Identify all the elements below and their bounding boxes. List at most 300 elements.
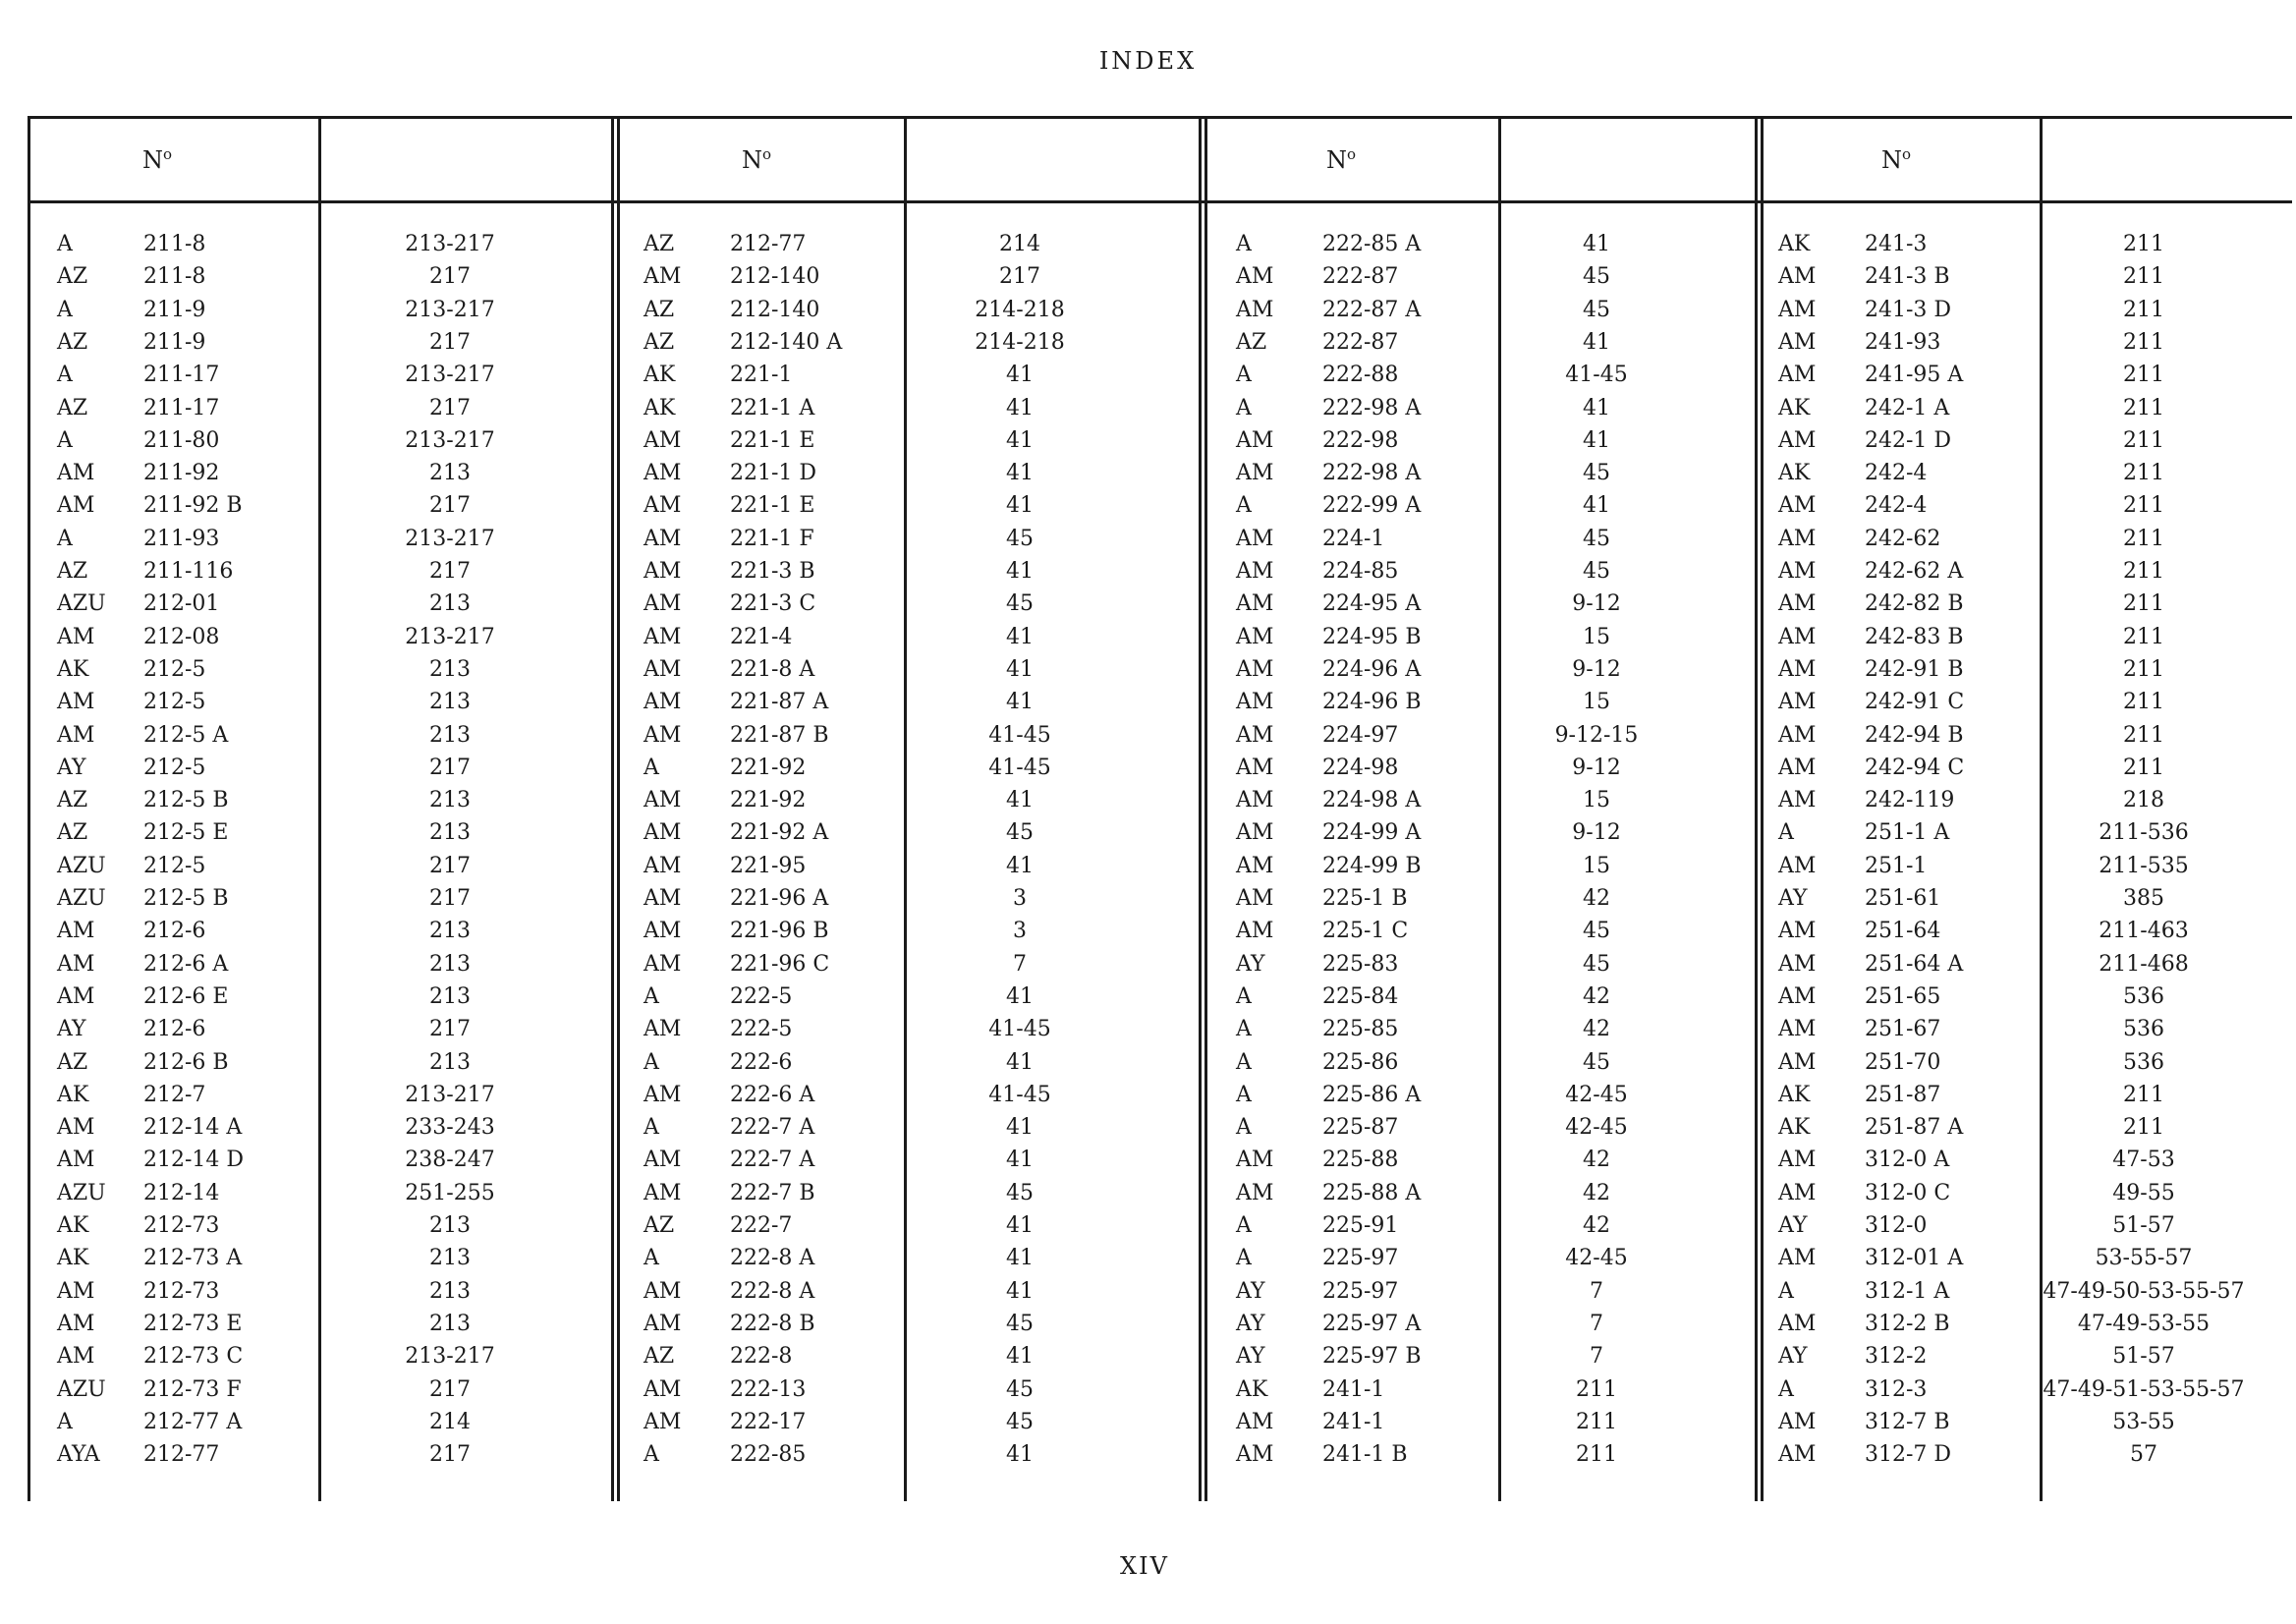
index-pages: 211 bbox=[2123, 690, 2164, 715]
index-row bbox=[1236, 588, 1754, 620]
index-row bbox=[1778, 1340, 2296, 1372]
index-prefix: AK bbox=[57, 1213, 89, 1238]
index-row bbox=[1236, 784, 1754, 816]
index-row bbox=[1236, 653, 1754, 686]
index-code: 212-01 bbox=[143, 591, 220, 617]
index-pages: 213 bbox=[429, 1278, 471, 1304]
index-prefix: AM bbox=[644, 1311, 682, 1336]
index-prefix: AM bbox=[644, 526, 682, 551]
index-prefix: AM bbox=[1236, 1148, 1274, 1173]
index-row bbox=[1778, 1177, 2296, 1209]
index-code: 251-87 A bbox=[1865, 1115, 1964, 1141]
index-prefix: AZ bbox=[57, 264, 88, 290]
index-pages: 57 bbox=[2130, 1442, 2157, 1468]
index-row bbox=[644, 424, 1177, 457]
index-pages: 15 bbox=[1583, 853, 1610, 878]
index-row bbox=[1236, 424, 1754, 457]
index-pages: 47-49-50-53-55-57 bbox=[2043, 1278, 2245, 1304]
index-prefix: AM bbox=[1778, 919, 1817, 944]
index-prefix: AM bbox=[644, 1148, 682, 1173]
index-prefix: AM bbox=[1778, 363, 1817, 388]
header-number-superscript: o bbox=[162, 145, 173, 163]
page-number: XIV bbox=[1120, 1552, 1169, 1580]
header-number-label bbox=[1837, 145, 1955, 174]
index-row bbox=[57, 1340, 607, 1372]
header-number-superscript: o bbox=[1346, 145, 1357, 163]
index-row bbox=[1236, 1275, 1754, 1308]
index-prefix: AM bbox=[1778, 722, 1817, 748]
index-prefix: AY bbox=[1236, 1344, 1265, 1370]
index-code: 241-93 bbox=[1865, 329, 1941, 355]
index-code: 222-98 A bbox=[1322, 461, 1422, 486]
index-row bbox=[644, 653, 1177, 686]
index-row bbox=[644, 1209, 1177, 1242]
index-pages: 41 bbox=[1006, 690, 1034, 715]
index-prefix: AM bbox=[1778, 526, 1817, 551]
index-prefix: AM bbox=[1236, 690, 1274, 715]
index-prefix: AZ bbox=[1236, 329, 1267, 355]
index-row bbox=[1778, 1209, 2296, 1242]
index-pages: 47-49-53-55 bbox=[2077, 1311, 2211, 1336]
index-row bbox=[1236, 1046, 1754, 1079]
index-pages: 9-12 bbox=[1572, 755, 1621, 780]
index-row bbox=[644, 1177, 1177, 1209]
index-prefix: AM bbox=[1236, 264, 1274, 290]
index-prefix: AM bbox=[644, 951, 682, 977]
index-row bbox=[644, 980, 1177, 1013]
index-code: 212-73 C bbox=[143, 1344, 244, 1370]
index-pages: 217 bbox=[429, 264, 471, 290]
index-pages: 41 bbox=[1006, 1115, 1034, 1141]
index-code: 225-1 B bbox=[1322, 886, 1408, 911]
index-prefix: AY bbox=[57, 1017, 86, 1042]
index-row bbox=[1778, 555, 2296, 588]
index-prefix: AM bbox=[1236, 1409, 1274, 1434]
index-code: 312-01 A bbox=[1865, 1246, 1964, 1271]
index-row bbox=[57, 850, 607, 882]
index-code: 212-08 bbox=[143, 624, 220, 649]
index-pages: 45 bbox=[1583, 297, 1610, 322]
index-prefix: AZ bbox=[57, 788, 88, 813]
index-code: 224-95 A bbox=[1322, 591, 1422, 617]
index-prefix: AM bbox=[1778, 755, 1817, 780]
index-prefix: A bbox=[644, 1115, 659, 1141]
index-prefix: A bbox=[1236, 1246, 1252, 1271]
index-pages: 41-45 bbox=[988, 722, 1051, 748]
index-row bbox=[1778, 523, 2296, 555]
index-row bbox=[1236, 621, 1754, 653]
index-prefix: AM bbox=[1778, 493, 1817, 519]
index-prefix: A bbox=[1778, 1376, 1794, 1402]
index-row bbox=[1778, 1046, 2296, 1079]
index-code: 224-98 bbox=[1322, 755, 1399, 780]
index-code: 211-93 bbox=[143, 526, 220, 551]
index-code: 212-140 bbox=[730, 264, 820, 290]
index-code: 225-91 bbox=[1322, 1213, 1399, 1238]
index-prefix: AM bbox=[1236, 526, 1274, 551]
index-code: 221-4 bbox=[730, 624, 793, 649]
index-row bbox=[57, 228, 607, 260]
index-row bbox=[644, 359, 1177, 391]
index-row bbox=[57, 1046, 607, 1079]
index-row bbox=[644, 1373, 1177, 1406]
index-pages: 41 bbox=[1583, 493, 1610, 519]
index-prefix: AZ bbox=[644, 1344, 675, 1370]
index-code: 221-1 E bbox=[730, 427, 815, 453]
index-prefix: AM bbox=[644, 690, 682, 715]
index-code: 251-1 bbox=[1865, 853, 1928, 878]
block3-separator-inner bbox=[1761, 116, 1764, 1501]
index-prefix: A bbox=[644, 983, 659, 1009]
header-number-superscript: o bbox=[1901, 145, 1912, 163]
index-prefix: AM bbox=[1236, 820, 1274, 846]
index-row bbox=[644, 1046, 1177, 1079]
index-row bbox=[57, 752, 607, 784]
index-row bbox=[57, 784, 607, 816]
index-row bbox=[57, 1308, 607, 1340]
index-row bbox=[1236, 392, 1754, 424]
index-code: 221-87 A bbox=[730, 690, 829, 715]
index-prefix: AM bbox=[1778, 656, 1817, 682]
index-pages: 218 bbox=[2123, 788, 2164, 813]
index-prefix: AM bbox=[1778, 1311, 1817, 1336]
index-prefix: AM bbox=[57, 1344, 95, 1370]
index-pages: 211 bbox=[2123, 461, 2164, 486]
index-code: 242-1 A bbox=[1865, 395, 1950, 420]
index-pages: 53-55 bbox=[2112, 1409, 2175, 1434]
index-code: 211-80 bbox=[143, 427, 220, 453]
index-prefix: AK bbox=[1778, 232, 1811, 256]
index-code: 212-5 bbox=[143, 690, 206, 715]
index-pages: 45 bbox=[1583, 526, 1610, 551]
index-pages: 214-218 bbox=[975, 297, 1065, 322]
index-code: 222-87 A bbox=[1322, 297, 1422, 322]
index-prefix: AK bbox=[1778, 461, 1811, 486]
index-row bbox=[1236, 948, 1754, 980]
index-pages: 41 bbox=[1006, 559, 1034, 584]
index-code: 212-73 bbox=[143, 1213, 220, 1238]
index-pages: 42 bbox=[1583, 1148, 1610, 1173]
index-row bbox=[1236, 1209, 1754, 1242]
index-prefix: AK bbox=[644, 363, 676, 388]
index-code: 221-1 E bbox=[730, 493, 815, 519]
index-pages: 213-217 bbox=[405, 526, 495, 551]
index-pages: 3 bbox=[1013, 886, 1027, 911]
index-row bbox=[1236, 260, 1754, 293]
index-pages: 42 bbox=[1583, 1180, 1610, 1205]
index-pages: 217 bbox=[429, 1017, 471, 1042]
index-row bbox=[1778, 228, 2296, 260]
index-code: 222-7 bbox=[730, 1213, 793, 1238]
index-prefix: AZU bbox=[57, 591, 106, 617]
index-code: 221-8 A bbox=[730, 656, 815, 682]
index-row bbox=[1778, 489, 2296, 522]
index-prefix: AY bbox=[1236, 951, 1265, 977]
index-prefix: AM bbox=[1778, 788, 1817, 813]
index-row bbox=[1778, 915, 2296, 947]
index-prefix: AM bbox=[644, 591, 682, 617]
block3-separator bbox=[1755, 116, 1758, 1501]
index-code: 222-6 A bbox=[730, 1082, 815, 1107]
index-pages: 211 bbox=[1576, 1442, 1617, 1468]
index-pages: 217 bbox=[429, 493, 471, 519]
index-code: 222-5 bbox=[730, 983, 793, 1009]
index-prefix: AM bbox=[1778, 264, 1817, 290]
block2-separator-inner bbox=[1204, 116, 1207, 1501]
index-pages: 42 bbox=[1583, 983, 1610, 1009]
index-pages: 41 bbox=[1006, 1344, 1034, 1370]
header-bottom-rule bbox=[28, 200, 2292, 203]
index-pages: 213 bbox=[429, 983, 471, 1009]
index-row bbox=[1778, 359, 2296, 391]
index-row bbox=[644, 1308, 1177, 1340]
index-row bbox=[1778, 752, 2296, 784]
index-pages: 41 bbox=[1006, 427, 1034, 453]
index-prefix: AM bbox=[1236, 461, 1274, 486]
index-code: 242-119 bbox=[1865, 788, 1955, 813]
index-code: 225-97 bbox=[1322, 1246, 1399, 1271]
index-row bbox=[644, 816, 1177, 849]
index-code: 225-1 C bbox=[1322, 919, 1409, 944]
index-pages: 42 bbox=[1583, 1017, 1610, 1042]
index-prefix: AM bbox=[1236, 1180, 1274, 1205]
index-prefix: AM bbox=[1778, 983, 1817, 1009]
index-code: 212-5 bbox=[143, 755, 206, 780]
index-pages: 41 bbox=[1583, 329, 1610, 355]
header-number-label bbox=[98, 145, 216, 174]
index-code: 212-5 bbox=[143, 853, 206, 878]
index-code: 221-1 A bbox=[730, 395, 815, 420]
index-row bbox=[644, 621, 1177, 653]
index-row bbox=[1778, 260, 2296, 293]
header-number-text: N bbox=[141, 146, 163, 174]
index-code: 312-0 bbox=[1865, 1213, 1928, 1238]
index-code: 221-92 bbox=[730, 755, 807, 780]
index-prefix: AZ bbox=[57, 820, 88, 846]
index-code: 222-8 bbox=[730, 1344, 793, 1370]
index-row bbox=[1236, 882, 1754, 915]
index-pages: 214-218 bbox=[975, 329, 1065, 355]
index-code: 222-98 bbox=[1322, 427, 1399, 453]
index-pages: 211 bbox=[2123, 526, 2164, 551]
index-row bbox=[644, 719, 1177, 752]
index-prefix: AM bbox=[1236, 559, 1274, 584]
index-prefix: A bbox=[644, 755, 659, 780]
index-row bbox=[644, 392, 1177, 424]
index-prefix: A bbox=[1236, 1049, 1252, 1075]
index-prefix: AM bbox=[1778, 591, 1817, 617]
index-code: 224-96 A bbox=[1322, 656, 1422, 682]
index-code: 224-98 A bbox=[1322, 788, 1422, 813]
index-row bbox=[1236, 1406, 1754, 1438]
index-prefix: AM bbox=[57, 1311, 95, 1336]
index-prefix: AM bbox=[1236, 656, 1274, 682]
index-prefix: A bbox=[1236, 1115, 1252, 1141]
index-row bbox=[1778, 1242, 2296, 1274]
index-code: 242-62 bbox=[1865, 526, 1941, 551]
index-row bbox=[57, 1406, 607, 1438]
index-pages: 211-535 bbox=[2099, 853, 2189, 878]
index-row bbox=[57, 523, 607, 555]
index-prefix: A bbox=[57, 232, 73, 256]
index-code: 225-97 A bbox=[1322, 1311, 1422, 1336]
index-row bbox=[644, 1242, 1177, 1274]
index-pages: 9-12 bbox=[1572, 820, 1621, 846]
index-prefix: AM bbox=[1778, 624, 1817, 649]
index-code: 312-2 bbox=[1865, 1344, 1928, 1370]
index-code: 222-17 bbox=[730, 1409, 807, 1434]
index-prefix: A bbox=[1236, 1082, 1252, 1107]
index-pages: 213-217 bbox=[405, 232, 495, 256]
index-row bbox=[1778, 686, 2296, 718]
index-row bbox=[1236, 457, 1754, 489]
index-pages: 213 bbox=[429, 1049, 471, 1075]
index-row bbox=[644, 457, 1177, 489]
index-row bbox=[644, 1111, 1177, 1144]
index-pages: 214 bbox=[429, 1409, 471, 1434]
index-row bbox=[57, 1209, 607, 1242]
index-row bbox=[644, 326, 1177, 359]
index-code: 211-17 bbox=[143, 363, 220, 388]
index-pages: 211 bbox=[2123, 297, 2164, 322]
index-row bbox=[1236, 1340, 1754, 1372]
index-row bbox=[1778, 980, 2296, 1013]
index-row bbox=[57, 719, 607, 752]
index-prefix: AM bbox=[57, 1115, 95, 1141]
index-prefix: AM bbox=[644, 1082, 682, 1107]
index-row bbox=[644, 294, 1177, 326]
index-row bbox=[1778, 326, 2296, 359]
index-row bbox=[57, 555, 607, 588]
index-pages: 211 bbox=[2123, 1082, 2164, 1107]
index-code: 221-3 C bbox=[730, 591, 816, 617]
index-code: 211-8 bbox=[143, 232, 206, 256]
index-pages: 41 bbox=[1583, 232, 1610, 256]
index-code: 221-1 bbox=[730, 363, 793, 388]
index-pages: 49-55 bbox=[2112, 1180, 2175, 1205]
index-row bbox=[1778, 948, 2296, 980]
index-row bbox=[1778, 424, 2296, 457]
index-prefix: AM bbox=[1778, 951, 1817, 977]
index-pages: 213-217 bbox=[405, 297, 495, 322]
index-pages: 9-12-15 bbox=[1554, 722, 1639, 748]
index-pages: 41 bbox=[1006, 788, 1034, 813]
index-prefix: AM bbox=[644, 264, 682, 290]
index-row bbox=[57, 1242, 607, 1274]
index-row bbox=[1778, 621, 2296, 653]
index-code: 241-1 B bbox=[1322, 1442, 1408, 1468]
index-pages: 211-468 bbox=[2099, 951, 2189, 977]
index-row bbox=[1778, 1079, 2296, 1111]
index-code: 212-73 A bbox=[143, 1246, 243, 1271]
index-pages: 217 bbox=[429, 1442, 471, 1468]
index-code: 251-87 bbox=[1865, 1082, 1941, 1107]
index-code: 212-77 A bbox=[143, 1409, 243, 1434]
index-prefix: AZ bbox=[644, 232, 675, 256]
index-prefix: AM bbox=[644, 656, 682, 682]
index-code: 222-6 bbox=[730, 1049, 793, 1075]
index-code: 221-92 A bbox=[730, 820, 829, 846]
index-pages: 41-45 bbox=[988, 1082, 1051, 1107]
index-prefix: A bbox=[1236, 363, 1252, 388]
index-code: 242-91 C bbox=[1865, 690, 1965, 715]
index-row bbox=[57, 621, 607, 653]
index-code: 251-61 bbox=[1865, 886, 1941, 911]
index-code: 222-7 B bbox=[730, 1180, 815, 1205]
index-prefix: AM bbox=[644, 493, 682, 519]
index-pages: 251-255 bbox=[405, 1180, 495, 1205]
index-code: 312-2 B bbox=[1865, 1311, 1950, 1336]
index-row bbox=[57, 1111, 607, 1144]
index-code: 221-3 B bbox=[730, 559, 815, 584]
header-number-text: N bbox=[1880, 146, 1902, 174]
index-code: 242-4 bbox=[1865, 493, 1928, 519]
index-pages: 213 bbox=[429, 722, 471, 748]
index-code: 312-0 A bbox=[1865, 1148, 1950, 1173]
index-row bbox=[644, 752, 1177, 784]
index-prefix: AM bbox=[1236, 427, 1274, 453]
index-code: 212-7 bbox=[143, 1082, 206, 1107]
index-code: 222-85 A bbox=[1322, 232, 1422, 256]
index-code: 211-8 bbox=[143, 264, 206, 290]
index-prefix: AM bbox=[1236, 722, 1274, 748]
index-pages: 211 bbox=[2123, 427, 2164, 453]
index-pages: 217 bbox=[999, 264, 1040, 290]
index-prefix: AM bbox=[57, 461, 95, 486]
page-title: INDEX bbox=[1098, 47, 1198, 75]
index-code: 225-88 bbox=[1322, 1148, 1399, 1173]
index-pages: 536 bbox=[2123, 1017, 2164, 1042]
index-row bbox=[644, 1275, 1177, 1308]
index-row bbox=[1236, 523, 1754, 555]
index-pages: 41 bbox=[1006, 461, 1034, 486]
index-code: 212-73 bbox=[143, 1278, 220, 1304]
index-pages: 7 bbox=[1590, 1278, 1603, 1304]
index-row bbox=[57, 686, 607, 718]
index-prefix: AM bbox=[1236, 919, 1274, 944]
index-prefix: AY bbox=[57, 755, 86, 780]
index-prefix: A bbox=[1236, 395, 1252, 420]
index-pages: 47-53 bbox=[2112, 1148, 2175, 1173]
index-row bbox=[1778, 588, 2296, 620]
index-row bbox=[57, 260, 607, 293]
index-prefix: AM bbox=[644, 1376, 682, 1402]
index-row bbox=[1236, 326, 1754, 359]
index-code: 241-1 bbox=[1322, 1409, 1385, 1434]
index-code: 251-70 bbox=[1865, 1049, 1941, 1075]
index-pages: 41 bbox=[1006, 853, 1034, 878]
index-row bbox=[1236, 1438, 1754, 1471]
index-row bbox=[57, 1013, 607, 1045]
index-code: 212-6 bbox=[143, 1017, 206, 1042]
index-pages: 213 bbox=[429, 1311, 471, 1336]
index-row bbox=[1236, 555, 1754, 588]
index-pages: 211 bbox=[2123, 755, 2164, 780]
index-code: 221-95 bbox=[730, 853, 807, 878]
index-pages: 45 bbox=[1006, 591, 1034, 617]
index-prefix: AM bbox=[57, 951, 95, 977]
index-pages: 217 bbox=[429, 559, 471, 584]
index-row bbox=[1236, 1111, 1754, 1144]
index-code: 212-77 bbox=[143, 1442, 220, 1468]
index-pages: 51-57 bbox=[2112, 1344, 2175, 1370]
index-prefix: AY bbox=[1236, 1311, 1265, 1336]
index-code: 211-92 B bbox=[143, 493, 243, 519]
index-prefix: AK bbox=[1778, 395, 1811, 420]
index-row bbox=[644, 228, 1177, 260]
index-prefix: A bbox=[57, 526, 73, 551]
header-number-text: N bbox=[741, 146, 762, 174]
